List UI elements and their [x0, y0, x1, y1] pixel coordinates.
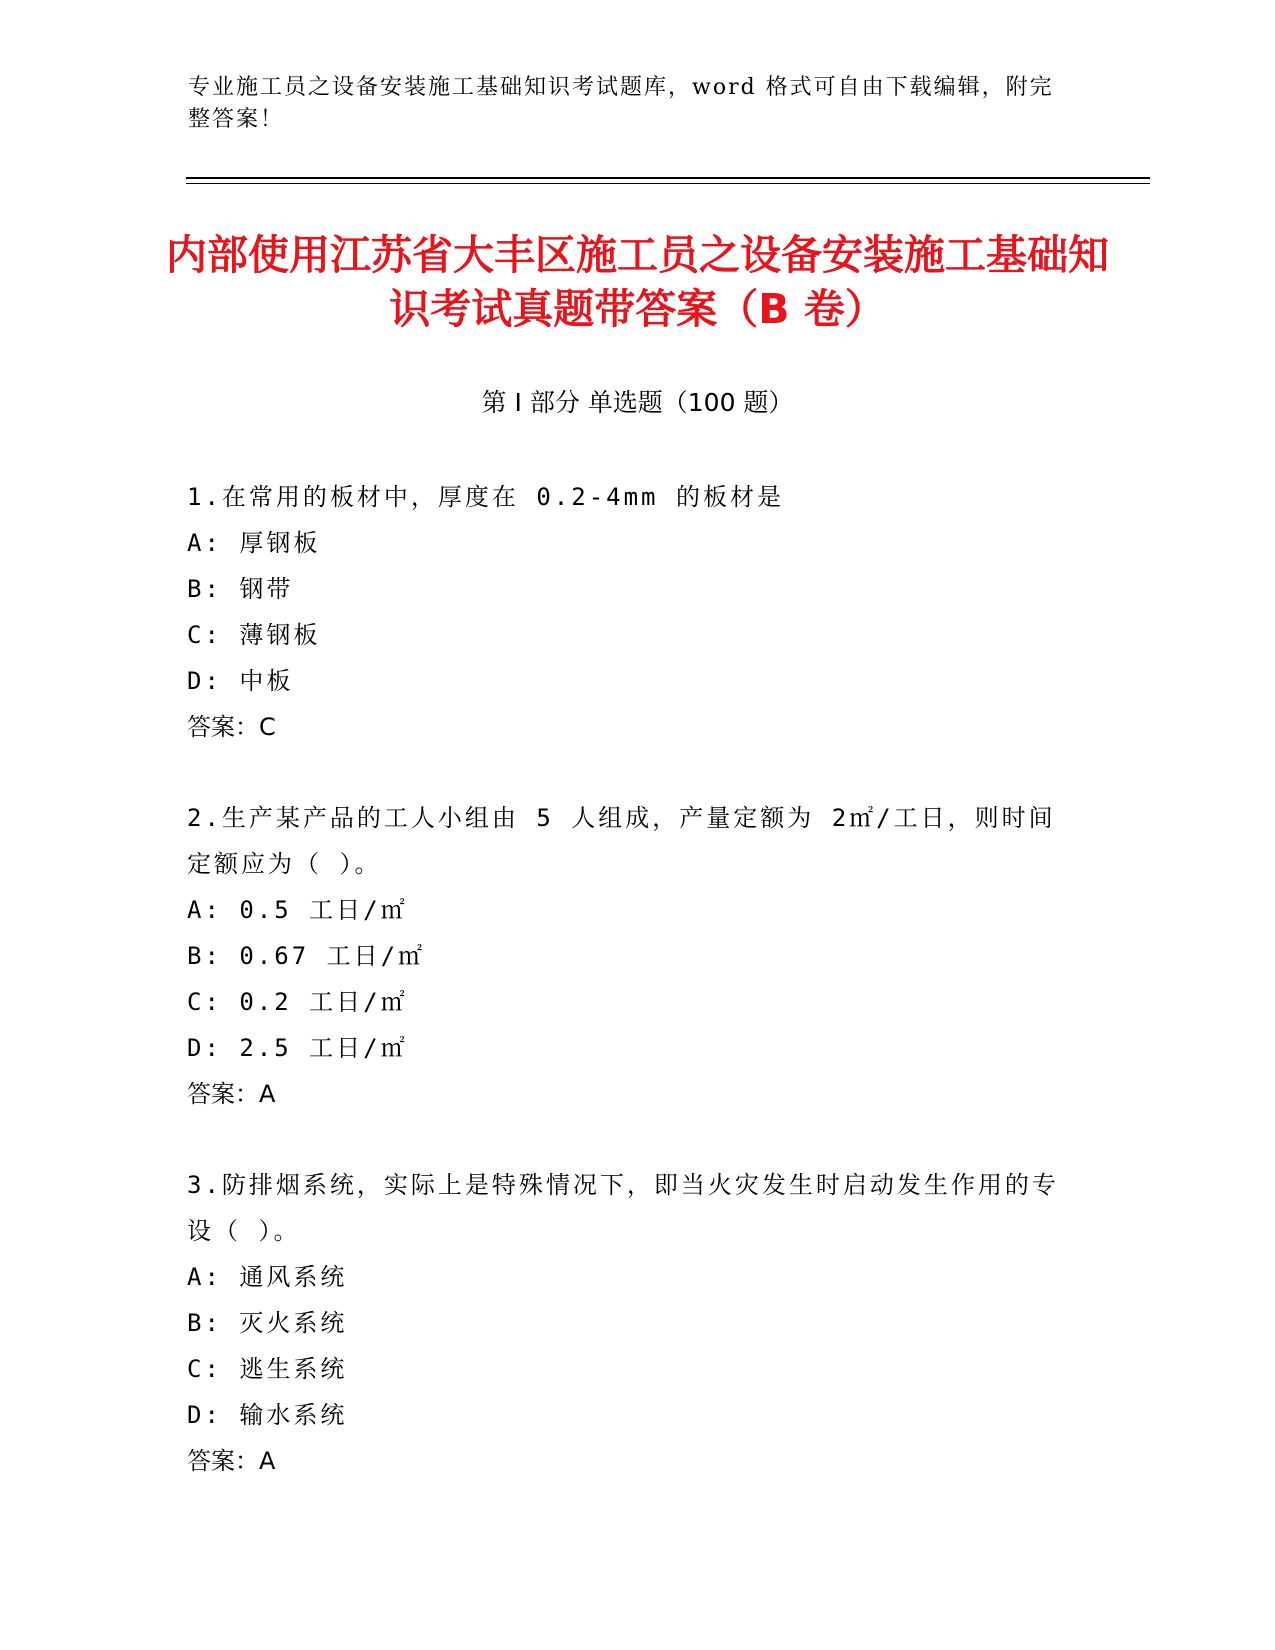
option-b: B: 灭火系统: [187, 1309, 348, 1337]
question-1: [187, 474, 1067, 750]
option-a: A: 厚钢板: [187, 529, 321, 557]
question-2: [187, 795, 1067, 1117]
option-b: B: 0.67 工日/㎡: [187, 942, 426, 970]
option-d: D: 中板: [187, 667, 294, 695]
option-b: B: 钢带: [187, 575, 294, 603]
answer: 答案：A: [187, 1447, 276, 1475]
option-c: C: 0.2 工日/㎡: [187, 988, 408, 1016]
option-c: C: 薄钢板: [187, 621, 321, 649]
header-note: 专业施工员之设备安装施工基础知识考试题库，word 格式可自由下载编辑，附完整答案！: [188, 75, 1054, 132]
option-a: A: 通风系统: [187, 1263, 348, 1291]
option-a: A: 0.5 工日/㎡: [187, 896, 408, 924]
document-title: 内部使用江苏省大丰区施工员之设备安装施工基础知识考试真题带答案（B 卷）: [166, 231, 1109, 333]
question-3: [187, 1162, 1067, 1484]
option-d: D: 输水系统: [187, 1401, 348, 1429]
answer: 答案：A: [187, 1080, 276, 1108]
option-c: C: 逃生系统: [187, 1355, 348, 1383]
option-d: D: 2.5 工日/㎡: [187, 1034, 408, 1062]
header-divider-thick: [186, 177, 1150, 179]
question-stem: 3.防排烟系统，实际上是特殊情况下，即当火灾发生时启动发生作用的专设（ ）。: [187, 1171, 1059, 1245]
section-title: 第 I 部分 单选题（100 题）: [481, 388, 794, 417]
answer: 答案：C: [187, 713, 276, 741]
question-list: [187, 474, 1067, 1529]
question-stem: 1.在常用的板材中，厚度在 0.2-4mm 的板材是: [187, 483, 784, 511]
header-divider-thin: [186, 183, 1150, 184]
question-stem: 2.生产某产品的工人小组由 5 人组成，产量定额为 2㎡/工日，则时间定额应为（ ）。: [187, 804, 1056, 878]
